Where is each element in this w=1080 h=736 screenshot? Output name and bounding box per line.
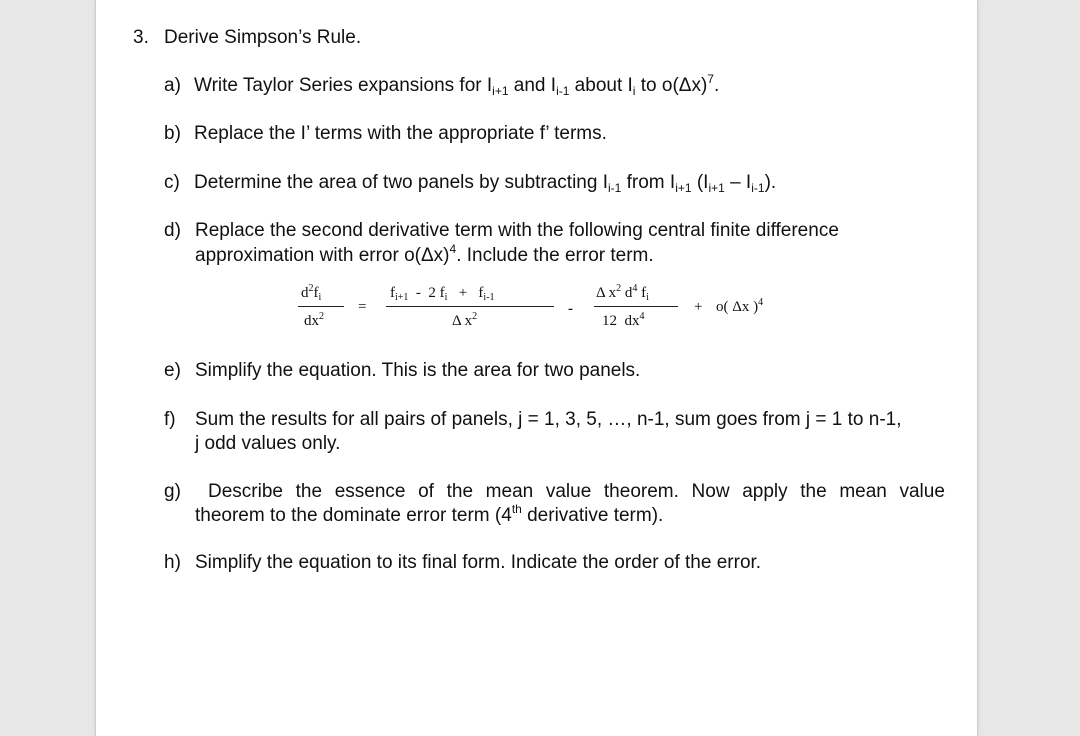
item-c-sub: i-1 [608,181,622,195]
eq-sup: 2 [616,283,622,294]
item-c-part: ). [764,172,777,193]
item-b-letter: b) [164,123,181,144]
item-g-line2 [195,502,664,527]
item-e-text: Simplify the equation. This is the area for two panels. [195,360,641,381]
item-b-text: Replace the I’ terms with the appropriate f’ terms. [194,123,607,144]
item-f-line2: j odd values only. [195,433,341,454]
item-e-letter: e) [164,360,181,381]
item-g-word: theorem. [603,481,679,502]
item-a-sup: 7 [707,72,714,86]
item-h-text: Simplify the equation to its final form. Indicate the order of the error. [195,552,762,573]
eq-sub: i+1 [395,292,409,303]
eq-lhs-numerator [301,285,321,301]
eq-sub: i [646,292,649,303]
item-d-sup: 4 [449,242,457,256]
eq-term: Δ x [452,313,473,329]
item-a-letter: a) [164,75,181,96]
item-a-sub: i [632,84,636,98]
eq-sup: 4 [758,297,764,308]
item-g-word: Describe [208,481,283,502]
item-g-word: mean [485,481,534,502]
eq-term: d [301,285,309,301]
item-g-word: apply [742,481,788,502]
item-g-part: derivative term). [521,505,664,526]
eq-sup: 2 [472,311,478,322]
item-c-part: (I [691,172,709,193]
eq-right-denominator [602,313,645,329]
item-d-letter: d) [164,220,181,241]
item-g-line1 [208,481,945,503]
eq-sub: i [318,292,322,303]
item-a-part: Write Taylor Series expansions for I [194,75,493,96]
item-a-part: . [713,75,720,96]
item-g-word: Now [691,481,730,502]
item-g-word: essence [334,481,406,502]
item-g-word: value [545,481,592,502]
item-a-part: and I [508,75,557,96]
eq-sub: i [444,292,448,303]
eq-sup: 4 [639,311,645,322]
eq-term: o( Δx ) [716,299,759,315]
eq-gap [408,285,416,301]
eq-sup: 2 [319,311,324,322]
eq-term: f [637,285,647,301]
eq-plus: + [694,299,703,315]
item-g-word: the [800,481,827,502]
eq-mid-numerator [390,285,495,301]
item-g-sup: th [511,502,522,516]
item-f-letter: f) [164,409,176,430]
item-h-letter: h) [164,552,181,573]
item-c-sub: i+1 [708,181,725,195]
eq-term: f [390,285,395,301]
item-f-line1: Sum the results for all pairs of panels, j = 1, 3, 5, …, n-1, sum goes from j = 1 to n-1, [195,409,902,430]
eq-gap [467,285,478,301]
item-a-sub: i+1 [492,84,509,98]
item-g-word: the [446,481,474,502]
item-g-word: value [899,481,945,502]
item-d-line1: Replace the second derivative term with the following central finite difference [195,220,839,241]
eq-lhs-fraction-bar [298,306,344,307]
item-d-line2 [195,242,654,267]
item-a-sub: i-1 [556,84,570,98]
eq-mid-denominator [452,313,477,329]
eq-sup: 2 [308,283,314,294]
item-c-part: from I [621,172,676,193]
eq-term: - [415,285,421,301]
eq-equals: = [358,299,367,315]
item-g-letter: g) [164,481,181,502]
eq-term: 2 f [428,285,445,301]
item-a-part: about I [569,75,633,96]
eq-lhs-denominator [304,313,324,329]
item-g-word: the [295,481,323,502]
item-c-part: Determine the area of two panels by subtracting I [194,172,609,193]
item-a-text [194,72,720,98]
eq-term: Δ x [596,285,617,301]
eq-sub: i-1 [483,292,495,303]
item-c-text [194,172,776,194]
item-c-letter: c) [164,172,180,193]
eq-term: f [313,285,319,301]
item-g-part: theorem to the dominate error term (4 [195,505,512,526]
item-g-word: of [418,481,434,502]
item-c-part: – I [724,172,752,193]
eq-right-numerator [596,285,649,301]
item-d-part: approximation with error o(Δx) [195,245,450,266]
eq-term: f [478,285,484,301]
item-d-part: . Include the error term. [456,245,654,266]
eq-term: + [458,285,468,301]
item-c-sub: i+1 [675,181,692,195]
question-number: 3. [133,27,149,48]
eq-right-fraction-bar [594,306,678,307]
eq-term: 12 dx [602,313,640,329]
eq-mid-fraction-bar [386,306,554,307]
eq-sup: 4 [632,283,638,294]
eq-term: dx [304,313,319,329]
question-title: Derive Simpson’s Rule. [164,27,362,48]
item-a-part: to o(Δx) [635,75,708,96]
eq-gap [444,285,458,303]
eq-term: d [621,285,633,301]
eq-error-term [716,299,763,315]
eq-minus: - [568,301,573,317]
item-g-word: mean [839,481,887,502]
item-c-sub: i-1 [751,181,765,195]
